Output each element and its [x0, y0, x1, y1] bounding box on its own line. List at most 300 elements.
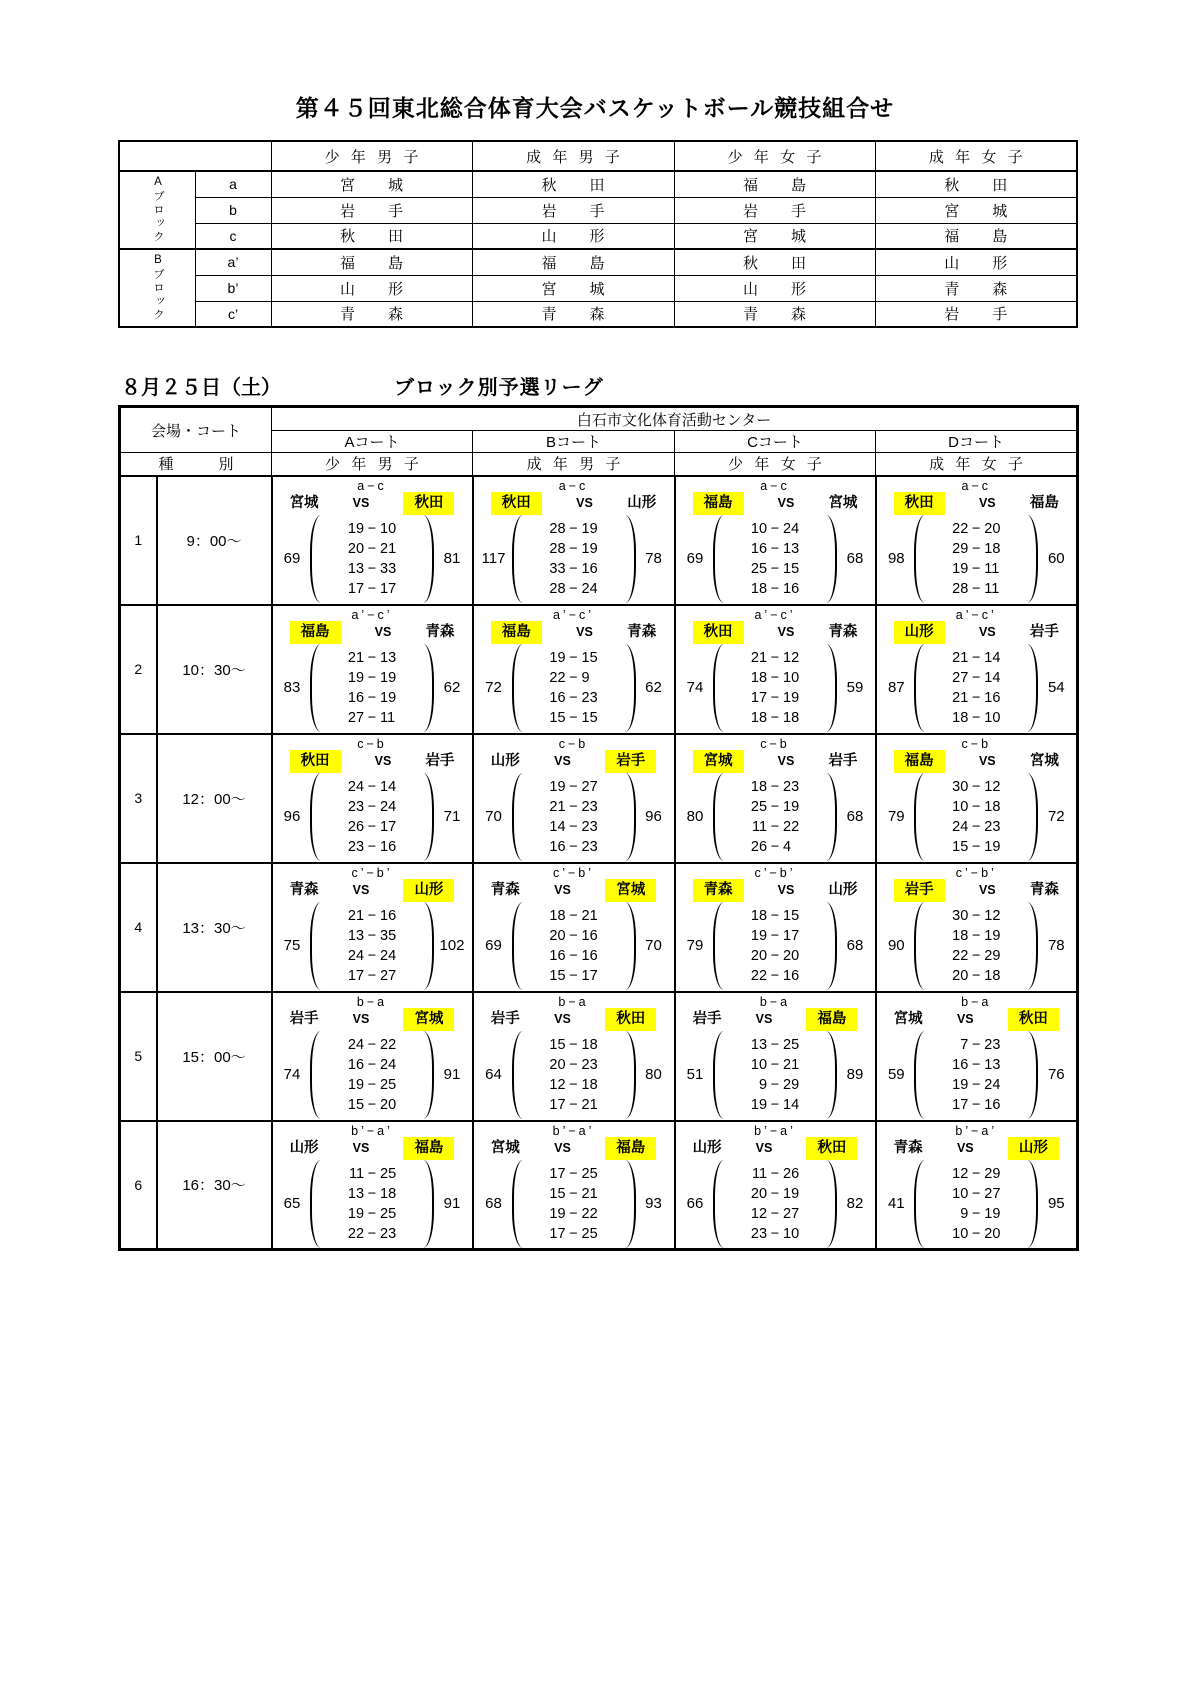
right-quarter-score: 23	[984, 818, 1001, 835]
left-quarter-score: 23	[347, 838, 365, 855]
quarter-row	[528, 906, 620, 926]
right-quarter-score: 18	[380, 1185, 397, 1202]
right-quarter-score: 14	[783, 1096, 800, 1113]
pairing-label: b’−a’	[754, 1123, 796, 1138]
category-header-cell	[674, 141, 875, 171]
right-bracket-icon	[1025, 902, 1038, 990]
left-team: 宮城	[289, 494, 319, 511]
left-bracket-icon	[914, 773, 927, 861]
right-quarter-score: 15	[581, 709, 598, 726]
left-quarter-score: 18	[952, 709, 969, 726]
score-area	[273, 515, 472, 603]
grouping-row	[119, 197, 1077, 223]
left-quarter-score: 17	[549, 1165, 566, 1182]
left-quarter-score: 7	[960, 1036, 969, 1053]
round-time: 15：00～	[157, 992, 272, 1121]
quarter-row	[326, 539, 418, 559]
right-quarter-score: 25	[581, 1165, 598, 1182]
pairing-label: b−a	[356, 994, 388, 1009]
vs-label: VS	[374, 624, 392, 639]
score-area	[676, 773, 875, 861]
quarter-row	[930, 777, 1022, 797]
left-quarter-score: 15	[549, 1185, 566, 1202]
quarter-row	[729, 519, 821, 539]
left-quarter-score: 28	[549, 520, 566, 537]
score-area	[877, 515, 1077, 603]
left-total: 87	[887, 679, 905, 696]
score-area	[676, 902, 875, 990]
left-quarter-score: 16	[952, 1056, 969, 1073]
right-quarter-score: 24	[380, 1056, 397, 1073]
left-quarter-score: 25	[750, 560, 768, 577]
left-quarter-score: 21	[952, 649, 969, 666]
quarter-row	[729, 648, 821, 668]
team-cell	[472, 301, 674, 327]
matchup	[474, 493, 674, 514]
left-quarter-score: 16	[347, 689, 365, 706]
score-dash: −	[770, 798, 780, 815]
team-cell	[271, 197, 472, 223]
round-row	[120, 476, 1078, 605]
left-total: 69	[485, 937, 502, 954]
category-cell	[272, 453, 473, 476]
quarter-row	[729, 1224, 821, 1244]
quarter-row	[528, 1035, 620, 1055]
quarter-row	[930, 926, 1022, 946]
score-area	[877, 1031, 1077, 1119]
right-team: 秋田	[806, 1137, 857, 1160]
left-quarter-score: 20	[347, 540, 365, 557]
team-cell	[271, 171, 472, 197]
left-total: 51	[686, 1066, 704, 1083]
left-quarter-score: 22	[347, 1225, 365, 1242]
category-header: 少年女子	[727, 148, 833, 166]
left-team: 福島	[491, 621, 542, 644]
game-cell	[675, 605, 876, 734]
score-dash: −	[367, 540, 377, 557]
score-dash: −	[569, 1185, 578, 1202]
score-dash: −	[770, 907, 780, 924]
score-dash: −	[972, 540, 981, 557]
category-label: 成年男子	[526, 456, 632, 474]
right-quarter-score: 19	[783, 689, 800, 706]
right-quarter-score: 19	[783, 798, 800, 815]
category-cell	[675, 453, 876, 476]
category-label: 少年女子	[728, 456, 834, 474]
score-area	[877, 644, 1077, 732]
quarter-row	[930, 1184, 1022, 1204]
score-area	[474, 773, 674, 861]
right-quarter-score: 16	[984, 1096, 1001, 1113]
round-row	[120, 863, 1078, 992]
block-b-label: Bブロック	[119, 249, 195, 327]
team-name: 青森	[742, 306, 839, 324]
matchup	[676, 1138, 875, 1159]
matchup	[877, 1138, 1077, 1159]
matchup	[676, 880, 875, 901]
quarter-row	[930, 1224, 1022, 1244]
left-quarter-score: 30	[952, 778, 969, 795]
quarter-row	[528, 648, 620, 668]
team-name: 秋田	[541, 176, 638, 194]
score-dash: −	[972, 560, 981, 577]
vs-label: VS	[978, 495, 996, 510]
right-team: 宮城	[828, 494, 858, 511]
court-label: Aコート	[272, 431, 473, 453]
matchup	[273, 622, 472, 643]
team-cell	[875, 301, 1077, 327]
score-dash: −	[770, 1056, 780, 1073]
round-row	[120, 1121, 1078, 1250]
left-quarter-score: 17	[549, 1225, 566, 1242]
left-quarter-score: 27	[347, 709, 365, 726]
right-total: 68	[846, 808, 864, 825]
matchup	[273, 880, 472, 901]
left-quarter-score: 19	[549, 778, 566, 795]
game-cell	[473, 605, 675, 734]
vs-label: VS	[755, 1011, 773, 1026]
game-cell	[272, 605, 473, 734]
left-bracket-icon	[713, 1160, 726, 1248]
left-quarter-score: 33	[549, 560, 566, 577]
round-row	[120, 605, 1078, 734]
round-number: 4	[120, 863, 157, 992]
round-number: 1	[120, 476, 157, 605]
right-quarter-score: 23	[581, 1056, 598, 1073]
right-quarter-score: 16	[380, 907, 397, 924]
right-team: 福島	[605, 1137, 656, 1160]
left-bracket-icon	[512, 644, 525, 732]
score-dash: −	[569, 1056, 578, 1073]
grouping-row	[119, 275, 1077, 301]
score-dash: −	[367, 580, 377, 597]
right-total: 82	[846, 1195, 864, 1212]
right-quarter-score: 10	[783, 1225, 800, 1242]
team-cell	[472, 275, 674, 301]
right-quarter-score: 22	[581, 1205, 598, 1222]
right-quarter-score: 29	[984, 1165, 1001, 1182]
score-dash: −	[569, 967, 578, 984]
left-quarter-score: 11	[751, 818, 768, 835]
slot-label: b	[195, 197, 271, 223]
right-bracket-icon	[824, 515, 837, 603]
left-total: 96	[283, 808, 301, 825]
right-total: 62	[645, 679, 662, 696]
right-team: 福島	[403, 1137, 454, 1160]
score-dash: −	[770, 947, 780, 964]
right-bracket-icon	[824, 644, 837, 732]
left-quarter-score: 10	[952, 1185, 969, 1202]
score-dash: −	[972, 947, 981, 964]
quarter-scores	[729, 777, 821, 857]
quarter-scores	[326, 519, 418, 599]
left-team: 秋田	[491, 492, 542, 515]
left-total: 66	[686, 1195, 704, 1212]
left-quarter-score: 16	[549, 947, 566, 964]
score-area	[273, 1031, 472, 1119]
matchup	[273, 1138, 472, 1159]
left-quarter-score: 20	[952, 967, 969, 984]
right-total: 91	[443, 1066, 461, 1083]
quarter-scores	[326, 648, 418, 728]
quarter-scores	[528, 519, 620, 599]
slot-label: b’	[195, 275, 271, 301]
left-total: 74	[686, 679, 704, 696]
score-dash: −	[367, 1185, 377, 1202]
quarter-row	[729, 946, 821, 966]
left-quarter-score: 15	[347, 1096, 365, 1113]
right-team: 秋田	[605, 1008, 656, 1031]
right-quarter-score: 25	[581, 1225, 598, 1242]
left-bracket-icon	[310, 515, 323, 603]
game-cell	[675, 863, 876, 992]
right-quarter-score: 19	[984, 927, 1001, 944]
right-total: 70	[645, 937, 662, 954]
vs-label: VS	[352, 1140, 370, 1155]
left-team: 秋田	[290, 750, 341, 773]
score-area	[273, 644, 472, 732]
pairing-label: a−c	[760, 478, 790, 493]
round-number: 5	[120, 992, 157, 1121]
vs-label: VS	[978, 753, 996, 768]
right-bracket-icon	[824, 773, 837, 861]
team-cell	[271, 275, 472, 301]
right-quarter-score: 24	[380, 798, 397, 815]
score-dash: −	[972, 1036, 981, 1053]
right-quarter-score: 15	[783, 907, 800, 924]
quarter-row	[528, 579, 620, 599]
left-total: 75	[283, 937, 301, 954]
right-bracket-icon	[421, 644, 434, 732]
left-total: 117	[481, 550, 506, 567]
left-quarter-score: 17	[750, 689, 768, 706]
team-cell	[875, 275, 1077, 301]
score-dash: −	[367, 778, 377, 795]
left-team: 山形	[894, 621, 945, 644]
quarter-row	[930, 1164, 1022, 1184]
matchup	[877, 1009, 1077, 1030]
left-bracket-icon	[713, 902, 726, 990]
left-bracket-icon	[914, 902, 927, 990]
score-area	[273, 902, 472, 990]
score-dash: −	[367, 1036, 377, 1053]
right-team: 秋田	[1008, 1008, 1059, 1031]
right-total: 95	[1047, 1195, 1065, 1212]
right-quarter-score: 15	[581, 649, 598, 666]
quarter-scores	[528, 777, 620, 857]
left-quarter-score: 18	[549, 907, 566, 924]
right-total: 78	[645, 550, 662, 567]
right-quarter-score: 14	[380, 778, 397, 795]
left-quarter-score: 20	[549, 927, 566, 944]
right-total: 68	[846, 550, 864, 567]
quarter-row	[930, 559, 1022, 579]
left-team: 青森	[490, 881, 520, 898]
right-quarter-score: 19	[984, 1205, 1001, 1222]
game-cell	[272, 863, 473, 992]
quarter-row	[528, 946, 620, 966]
right-bracket-icon	[1025, 1160, 1038, 1248]
right-quarter-score: 10	[380, 520, 397, 537]
score-dash: −	[569, 798, 578, 815]
right-bracket-icon	[421, 515, 434, 603]
left-team: 岩手	[289, 1010, 319, 1027]
right-total: 91	[443, 1195, 461, 1212]
right-quarter-score: 13	[783, 540, 800, 557]
score-area	[474, 644, 674, 732]
score-dash: −	[367, 1225, 377, 1242]
score-dash: −	[569, 818, 578, 835]
score-dash: −	[367, 907, 377, 924]
quarter-scores	[930, 519, 1022, 599]
score-dash: −	[770, 1185, 780, 1202]
quarter-row	[930, 817, 1022, 837]
left-total: 65	[283, 1195, 301, 1212]
team-name: 山形	[339, 280, 436, 298]
venue-name: 白石市文化体育活動センター	[272, 407, 1078, 431]
team-cell	[674, 197, 875, 223]
quarter-row	[528, 708, 620, 728]
right-quarter-score: 33	[380, 560, 397, 577]
right-quarter-score: 17	[380, 818, 397, 835]
left-quarter-score: 19	[347, 1205, 365, 1222]
quarter-row	[326, 906, 418, 926]
quarter-row	[326, 797, 418, 817]
left-bracket-icon	[512, 902, 525, 990]
game-cell	[876, 1121, 1078, 1250]
left-quarter-score: 19	[750, 927, 768, 944]
matchup	[676, 751, 875, 772]
right-quarter-score: 16	[984, 689, 1001, 706]
left-quarter-score: 10	[952, 1225, 969, 1242]
kind-label-cell	[120, 453, 279, 476]
quarter-row	[729, 579, 821, 599]
category-header-cell	[875, 141, 1077, 171]
left-quarter-score: 19	[347, 1076, 365, 1093]
pairing-label: a’−c’	[351, 607, 393, 622]
left-quarter-score: 19	[952, 1076, 969, 1093]
right-quarter-score: 29	[984, 947, 1001, 964]
quarter-row	[326, 579, 418, 599]
score-dash: −	[367, 1165, 377, 1182]
round-number: 6	[120, 1121, 157, 1250]
quarter-scores	[930, 1164, 1022, 1244]
vs-label: VS	[777, 495, 795, 510]
quarter-row	[729, 837, 821, 857]
right-quarter-score: 21	[581, 1096, 598, 1113]
left-bracket-icon	[512, 515, 525, 603]
right-bracket-icon	[623, 773, 636, 861]
vs-label: VS	[554, 753, 571, 768]
team-name: 宮城	[742, 228, 839, 246]
score-dash: −	[569, 649, 578, 666]
left-quarter-score: 22	[549, 669, 566, 686]
pairing-label: a’−c’	[754, 607, 796, 622]
score-dash: −	[569, 1096, 578, 1113]
left-bracket-icon	[713, 1031, 726, 1119]
right-bracket-icon	[1025, 644, 1038, 732]
score-area	[474, 1160, 674, 1248]
matchup	[474, 880, 674, 901]
slot-label: c’	[195, 301, 271, 327]
game-cell	[876, 605, 1078, 734]
page-title: 第４５回東北総合体育大会バスケットボール競技組合せ	[295, 95, 895, 121]
team-cell	[271, 223, 472, 249]
grouping-row	[119, 171, 1077, 197]
left-bracket-icon	[512, 1160, 525, 1248]
right-quarter-score: 17	[380, 580, 397, 597]
game-cell	[675, 1121, 876, 1250]
right-quarter-score: 16	[380, 838, 397, 855]
quarter-row	[528, 1204, 620, 1224]
quarter-row	[930, 1035, 1022, 1055]
score-area	[676, 515, 875, 603]
quarter-row	[528, 837, 620, 857]
score-dash: −	[770, 709, 780, 726]
vs-label: VS	[554, 1011, 571, 1026]
score-dash: −	[367, 947, 377, 964]
matchup	[676, 1009, 875, 1030]
quarter-row	[930, 966, 1022, 986]
right-quarter-score: 11	[984, 560, 1000, 577]
game-cell	[473, 734, 675, 863]
left-quarter-score: 25	[750, 798, 768, 815]
score-dash: −	[367, 560, 377, 577]
score-dash: −	[972, 1076, 981, 1093]
quarter-row	[729, 1184, 821, 1204]
left-quarter-score: 18	[750, 580, 768, 597]
right-quarter-score: 25	[380, 1165, 397, 1182]
left-quarter-score: 15	[549, 967, 566, 984]
left-quarter-score: 24	[347, 947, 365, 964]
left-bracket-icon	[914, 644, 927, 732]
left-team: 福島	[290, 621, 341, 644]
quarter-row	[528, 1075, 620, 1095]
pairing-label: c−b	[558, 736, 589, 751]
score-dash: −	[770, 689, 780, 706]
pairing-label: b−a	[961, 994, 992, 1009]
quarter-row	[528, 817, 620, 837]
quarter-row	[930, 1055, 1022, 1075]
block-a-label: Aブロック	[119, 171, 195, 249]
left-team: 秋田	[894, 492, 945, 515]
right-quarter-score: 12	[783, 649, 800, 666]
left-quarter-score: 16	[549, 689, 566, 706]
right-team: 山形	[403, 879, 454, 902]
pairing-label: c−b	[357, 736, 387, 751]
left-team: 宮城	[490, 1139, 520, 1156]
matchup	[877, 880, 1077, 901]
score-dash: −	[972, 649, 981, 666]
pairing-label: c’−b’	[552, 865, 595, 880]
score-dash: −	[770, 1165, 780, 1182]
quarter-scores	[930, 777, 1022, 857]
right-team: 宮城	[1029, 752, 1059, 769]
left-total: 69	[283, 550, 301, 567]
quarter-row	[528, 559, 620, 579]
left-team: 青森	[693, 879, 744, 902]
score-dash: −	[569, 907, 578, 924]
quarter-row	[528, 668, 620, 688]
quarter-row	[930, 668, 1022, 688]
right-bracket-icon	[824, 902, 837, 990]
score-area	[676, 644, 875, 732]
right-quarter-score: 23	[783, 778, 800, 795]
left-quarter-score: 21	[952, 689, 969, 706]
right-total: 72	[1047, 808, 1065, 825]
score-dash: −	[367, 709, 377, 726]
right-quarter-score: 21	[581, 1185, 598, 1202]
